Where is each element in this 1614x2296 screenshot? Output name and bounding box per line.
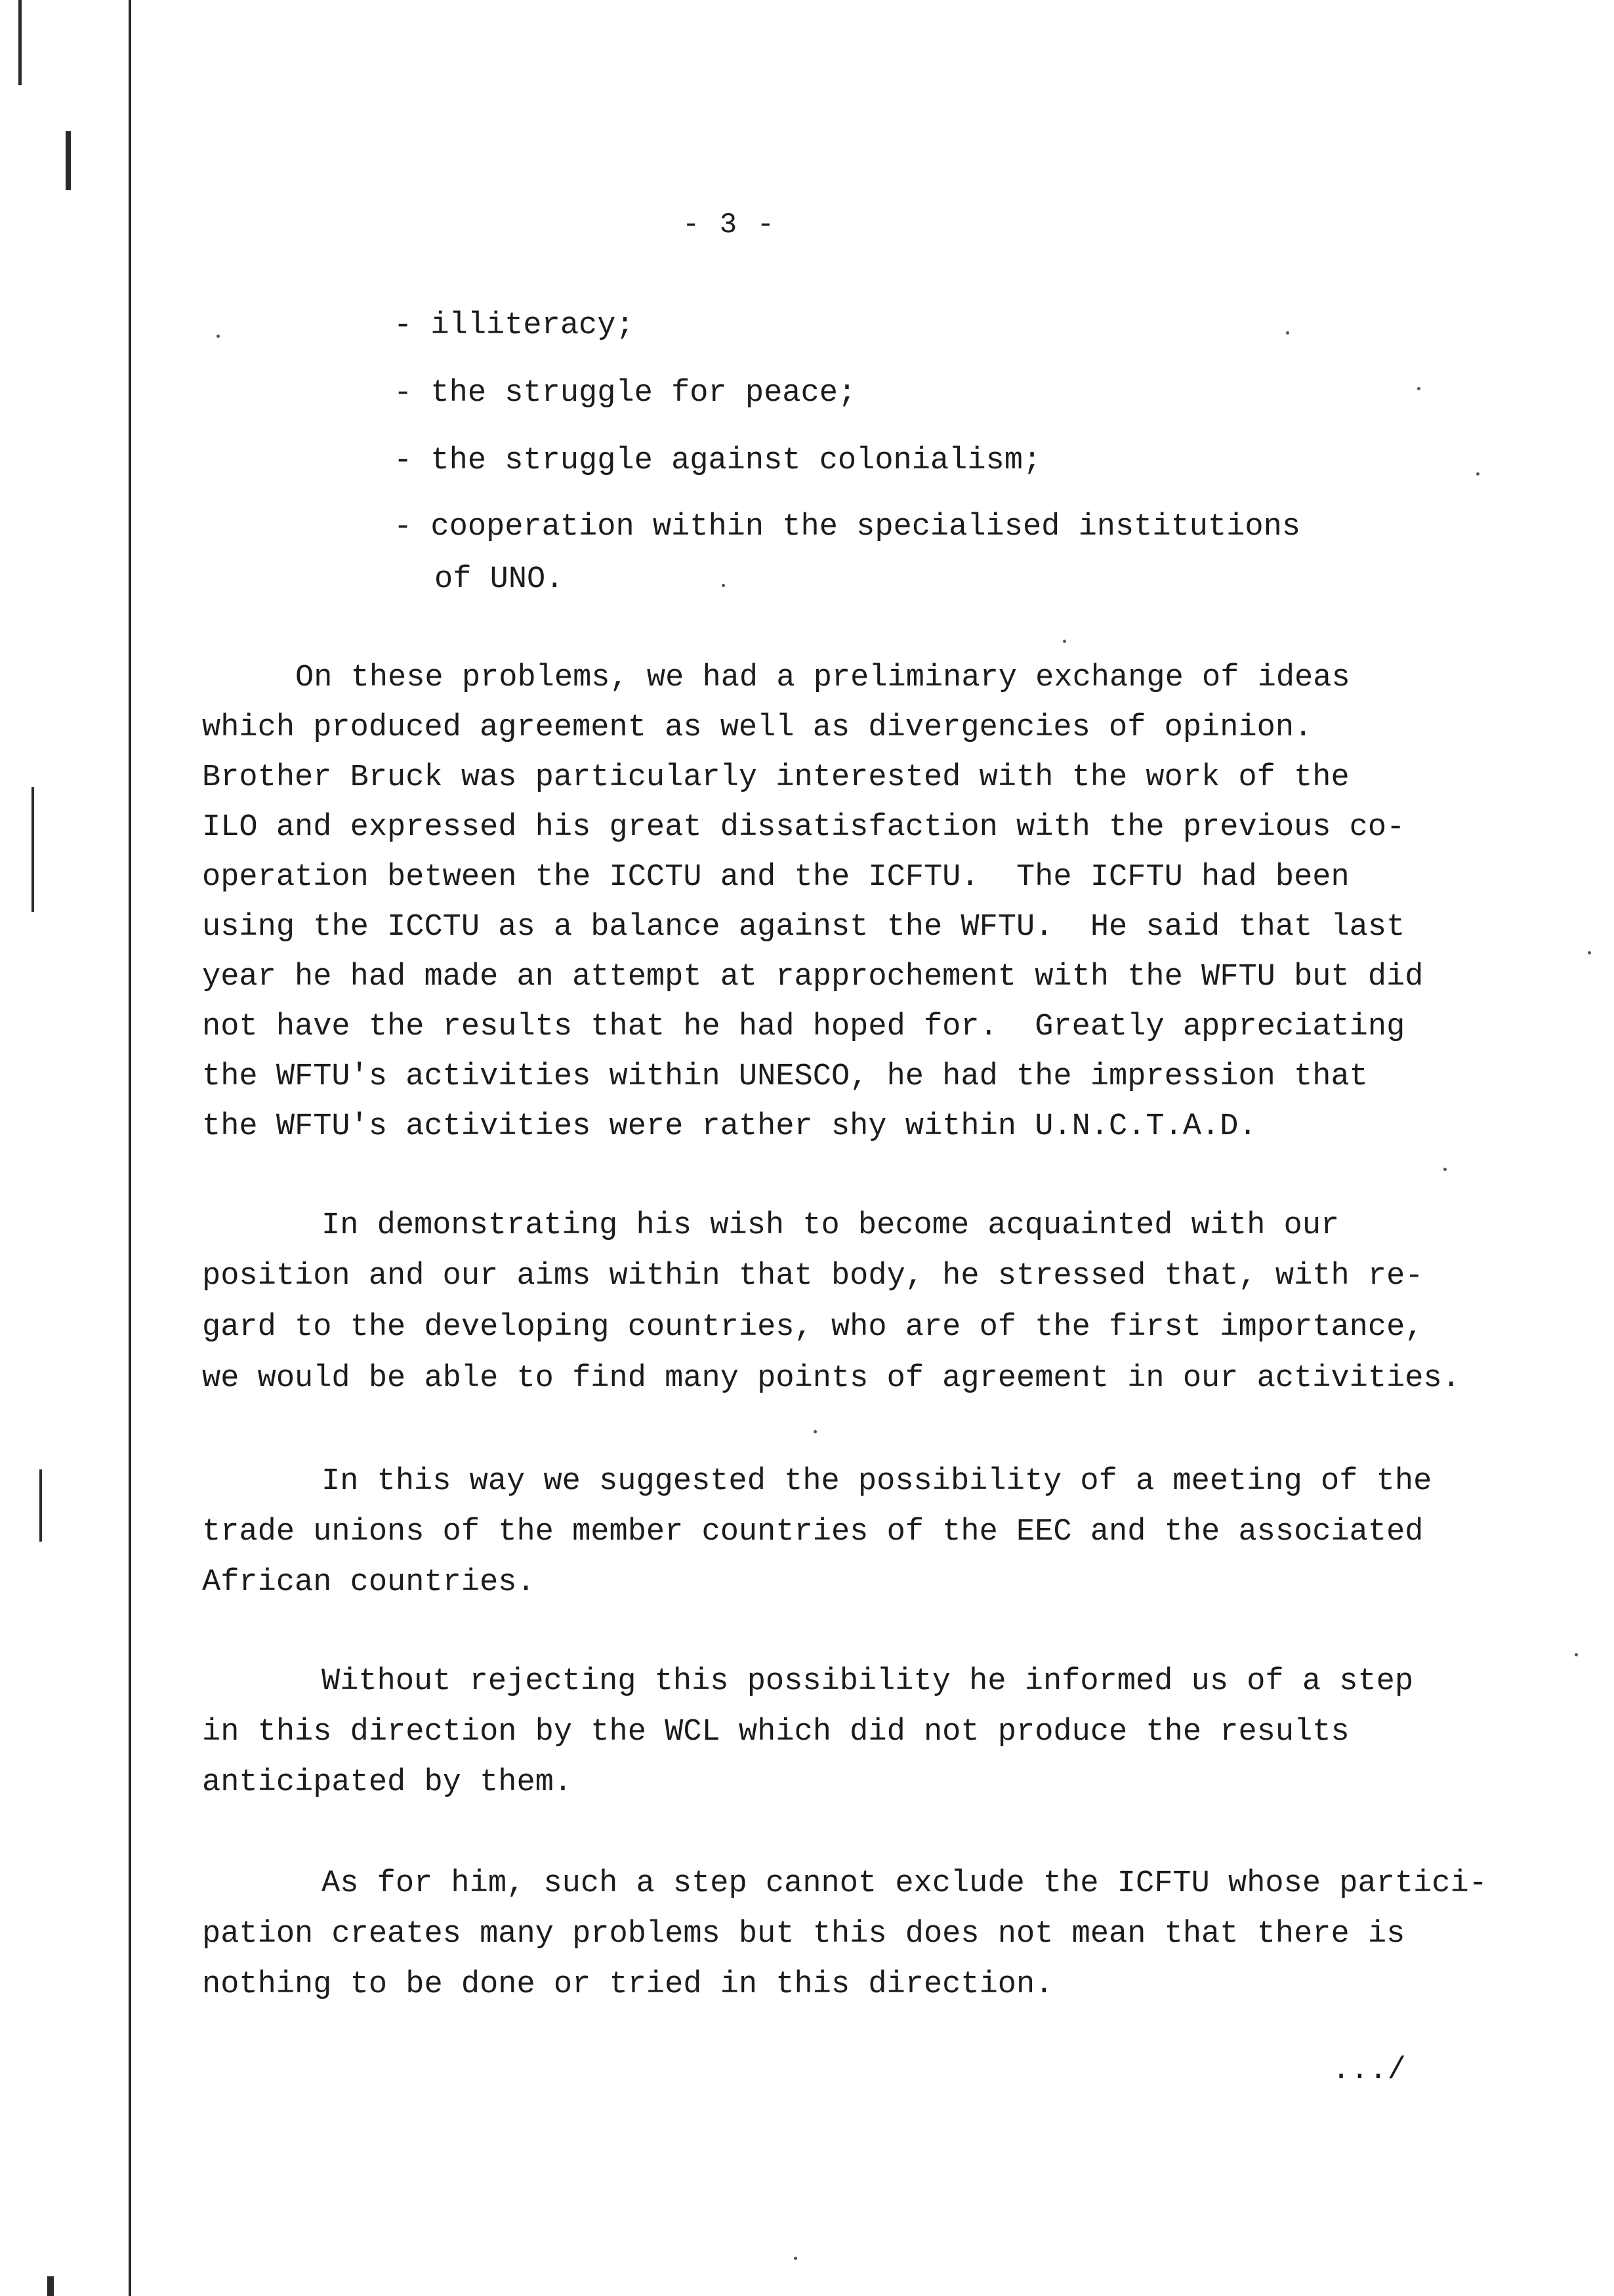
paragraph-line: In demonstrating his wish to become acquainted with our [321,1208,1340,1243]
scan-speck [1417,387,1420,390]
paragraph-line: which produced agreement as well as divergencies of opinion. [202,710,1313,745]
paragraph-line: we would be able to find many points of agreement in our activities. [202,1361,1460,1396]
paragraph-line: African countries. [202,1565,535,1600]
scan-edge-mark [66,131,71,190]
scan-edge-mark [39,1469,42,1542]
paragraph-line: In this way we suggested the possibility of a meeting of the [321,1464,1432,1499]
paragraph-line: Without rejecting this possibility he informed us of a step [321,1664,1414,1699]
binding-edge-line [129,0,131,2296]
page-number: - 3 - [682,209,776,241]
paragraph-line: the WFTU's activities were rather shy within U.N.C.T.A.D. [202,1109,1257,1144]
scan-speck [1476,472,1480,476]
paragraph-line: gard to the developing countries, who are of the first importance, [202,1310,1424,1345]
list-item: - the struggle for peace; [394,376,857,411]
paragraph-line: On these problems, we had a preliminary exchange of ideas [295,661,1350,695]
paragraph-line: year he had made an attempt at rapprochement with the WFTU but did [202,960,1424,994]
scan-speck [1286,331,1289,335]
scan-speck [1575,1653,1578,1656]
paragraph-line: the WFTU's activities within UNESCO, he had the impression that [202,1059,1368,1094]
paragraph-line: anticipated by them. [202,1765,573,1800]
paragraph-line: not have the results that he had hoped for. Greatly appreciating [202,1010,1405,1044]
list-item-continuation: of UNO. [434,562,564,597]
scan-speck [1063,640,1066,643]
scan-edge-mark [47,2276,54,2296]
paragraph-line: trade unions of the member countries of the EEC and the associated [202,1515,1424,1549]
paragraph-line: Brother Bruck was particularly interested with the work of the [202,760,1350,795]
paragraph-line: pation creates many problems but this does not mean that there is [202,1917,1405,1952]
paragraph-line: in this direction by the WCL which did not produce the results [202,1715,1350,1750]
paragraph-line: operation between the ICCTU and the ICFTU. The ICFTU had been [202,860,1350,895]
scan-speck [814,1430,817,1433]
scan-speck [217,335,220,338]
paragraph-line: As for him, such a step cannot exclude the ICFTU whose partici- [321,1866,1487,1901]
paragraph-line: position and our aims within that body, he stressed that, with re- [202,1259,1424,1294]
continuation-mark: .../ [1332,2053,1406,2088]
scan-edge-mark [31,787,34,912]
list-item: - illiteracy; [394,308,634,343]
paragraph-line: nothing to be done or tried in this direction. [202,1967,1054,2002]
list-item: - cooperation within the specialised institutions [394,510,1301,544]
scan-speck [1588,951,1591,954]
list-item: - the struggle against colonialism; [394,443,1042,478]
scan-speck [794,2257,797,2260]
scan-speck [1443,1168,1447,1171]
scan-edge-mark [18,0,22,85]
paragraph-line: ILO and expressed his great dissatisfaction with the previous co- [202,810,1405,845]
scan-speck [722,584,725,587]
paragraph-line: using the ICCTU as a balance against the WFTU. He said that last [202,910,1405,945]
